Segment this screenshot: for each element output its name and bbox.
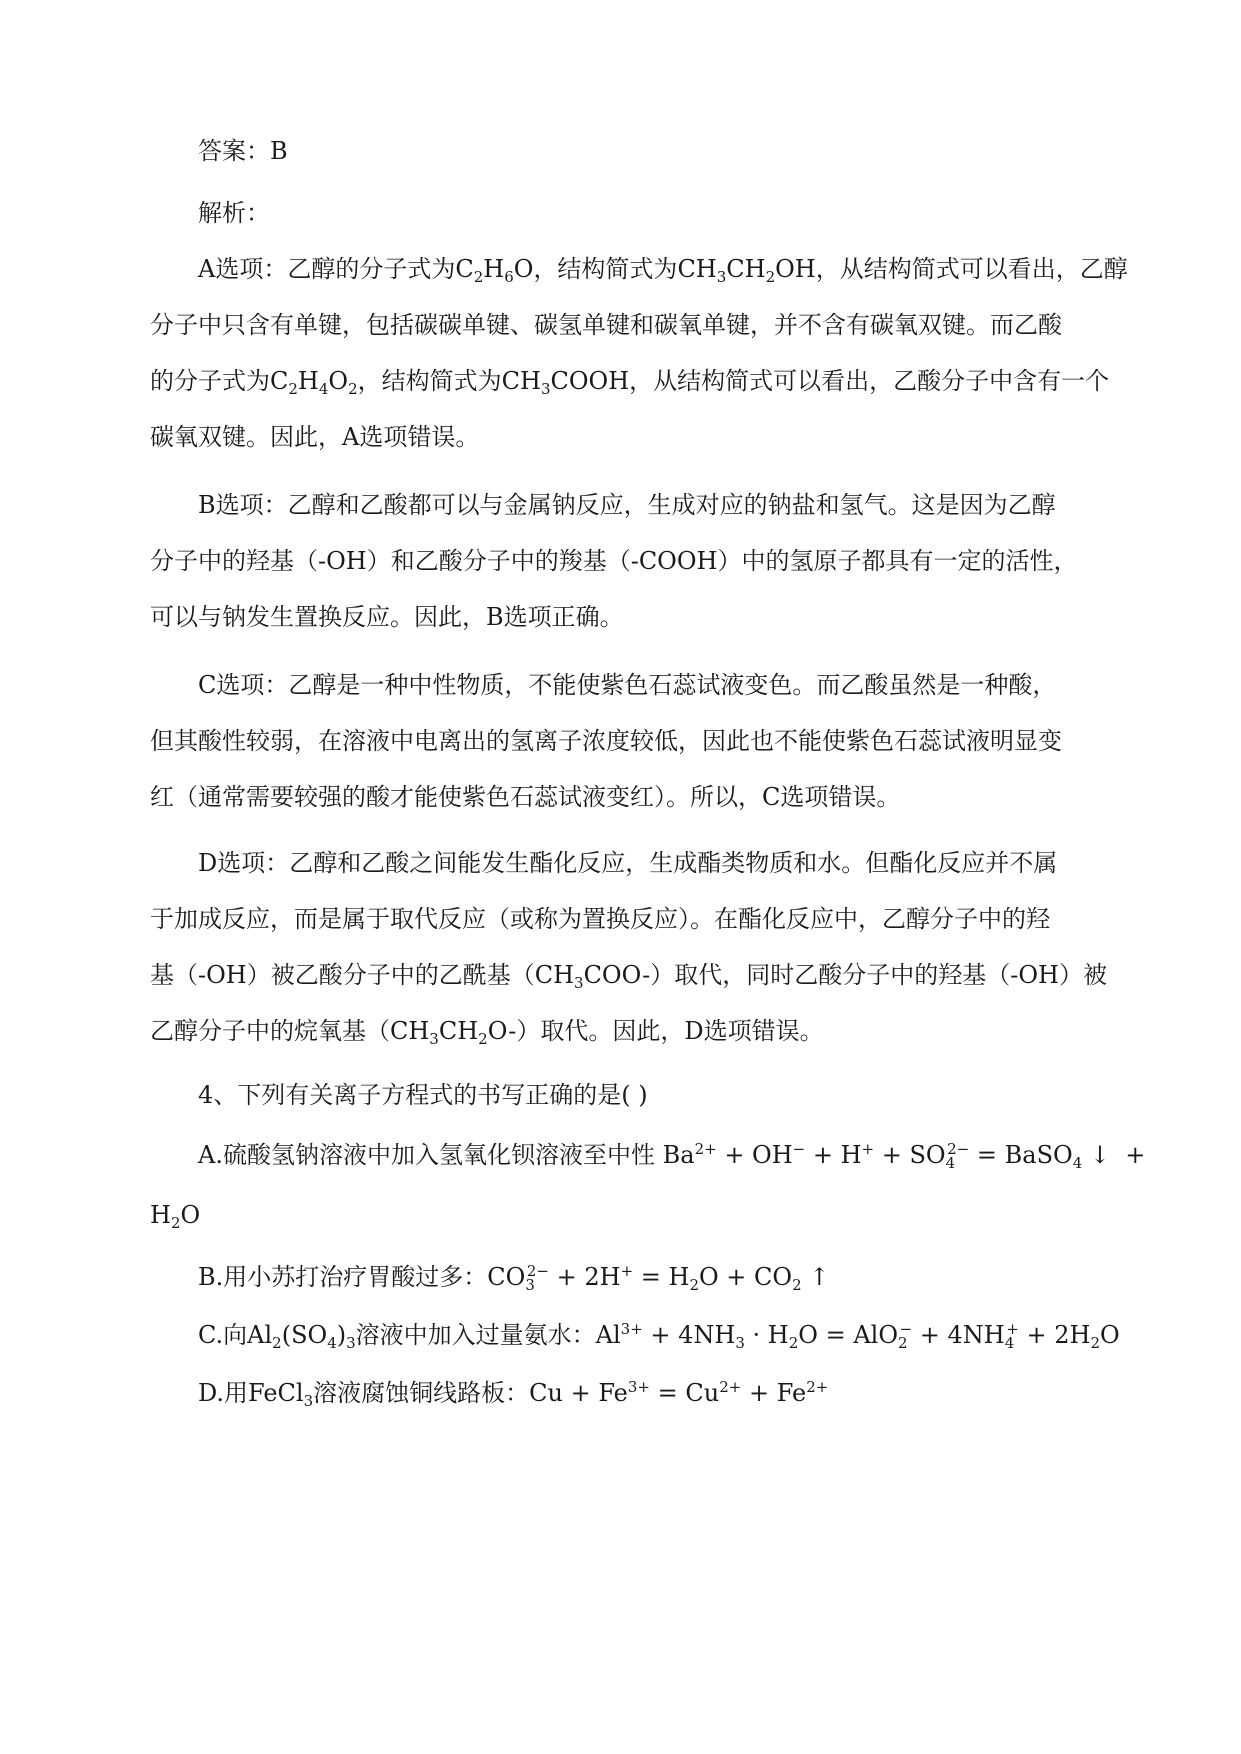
option-d-line-4: 乙醇分子中的烷氧基$(CH_3CH_2O-)$取代。因此，D选项错误。 — [150, 1017, 824, 1048]
acetic-acid-structure: $CH_3COOH$ — [501, 367, 630, 398]
option-a-line-4: 碳氧双键。因此，A选项错误。 — [150, 423, 480, 451]
ethanol-formula: $C_2H_6O$ — [455, 255, 534, 286]
option-c-line-2: 但其酸性较弱，在溶液中电离出的氢离子浓度较低，因此也不能使紫色石蕊试液明显变 — [150, 727, 1062, 755]
ethanol-structure: $CH_3CH_2OH$ — [677, 255, 816, 286]
question-4-choice-c: C.向$Al_2(SO_4)_3$溶液中加入过量氨水：$Al^{3+} + 4NH_3 \cdot H_2O = AlO_2^- + 4NH_4^+ + 2H_2O$ — [198, 1320, 1120, 1352]
ferric-chloride: FeCl$_3$ — [248, 1379, 314, 1410]
option-d-line-1: D选项：乙醇和乙酸之间能发生酯化反应，生成酯类物质和水。但酯化反应并不属 — [198, 849, 1058, 877]
option-b-line-1: B选项：乙醇和乙酸都可以与金属钠反应，生成对应的钠盐和氢气。这是因为乙醇 — [198, 491, 1056, 519]
equation-c: $Al^{3+} + 4NH_3 \cdot H_2O = AlO_2^- + 4NH_4^+ + 2H_2O$ — [595, 1320, 1120, 1352]
option-d-line-3: 基（-OH）被乙酸分子中的乙酰基$(CH_3COO-)$取代，同时乙酸分子中的羟基（-OH）被 — [150, 961, 1107, 992]
acetyl-group: $CH_3COO-$ — [534, 961, 651, 992]
alkoxy-group: $CH_3CH_2O-$ — [390, 1017, 517, 1048]
aluminum-sulfate: $Al_2(SO_4)_3$ — [247, 1321, 356, 1352]
option-a-line-1: A选项：乙醇的分子式为$C_2H_6O$，结构简式为$CH_3CH_2OH$，从结构简式可以看出，乙醇 — [198, 255, 1128, 286]
option-c-line-3: 红（通常需要较强的酸才能使紫色石蕊试液变红）。所以，C选项错误。 — [150, 783, 901, 811]
equation-b: $CO_3^{2-} + 2H^+ = H_2O + CO_2$ ↑ — [487, 1262, 830, 1294]
equation-d: $Cu + Fe^{3+} = Cu^{2+} + Fe^{2+}$ — [529, 1378, 829, 1407]
option-b-line-3: 可以与钠发生置换反应。因此，B选项正确。 — [150, 603, 624, 631]
option-a-line-3: 的分子式为$C_2H_4O_2$，结构简式为$CH_3COOH$，从结构简式可以看出，乙酸分子中含有一个 — [150, 367, 1110, 398]
equation-a-water: $H_2O$ — [150, 1201, 201, 1232]
answer-line: 答案：B — [198, 137, 288, 165]
option-b-line-2: 分子中的羟基（-OH）和乙酸分子中的羧基（-COOH）中的氢原子都具有一定的活性， — [150, 547, 1078, 575]
equation-a: $Ba^{2+} + OH^- + H^+ + SO_4^{2-}$ = BaSO$_4$ ↓ + — [662, 1140, 1146, 1172]
acetic-acid-formula: $C_2H_4O_2$ — [270, 367, 358, 398]
question-4-stem: 4、下列有关离子方程式的书写正确的是( ) — [198, 1081, 648, 1109]
question-4-choice-a-cont — [150, 1198, 1100, 1232]
question-4-choice-a: A.硫酸氢钠溶液中加入氢氧化钡溶液至中性 $Ba^{2+} + OH^- + H^+ + SO_4^{2-}$ = BaSO$_4$ ↓ + — [198, 1140, 1146, 1172]
question-4-choice-d: D.用FeCl$_3$溶液腐蚀铜线路板：$Cu + Fe^{3+} = Cu^{2+} + Fe^{2+}$ — [198, 1378, 829, 1410]
analysis-label: 解析： — [198, 199, 270, 227]
option-a-line-2: 分子中只含有单键，包括碳碳单键、碳氢单键和碳氧单键，并不含有碳氧双键。而乙酸 — [150, 311, 1062, 339]
option-d-line-2: 于加成反应，而是属于取代反应（或称为置换反应）。在酯化反应中，乙醇分子中的羟 — [150, 905, 1050, 933]
option-c-line-1: C选项：乙醇是一种中性物质，不能使紫色石蕊试液变色。而乙酸虽然是一种酸， — [198, 671, 1057, 699]
question-4-choice-b: B.用小苏打治疗胃酸过多：$CO_3^{2-} + 2H^+ = H_2O + CO_2$ ↑ — [198, 1262, 830, 1294]
